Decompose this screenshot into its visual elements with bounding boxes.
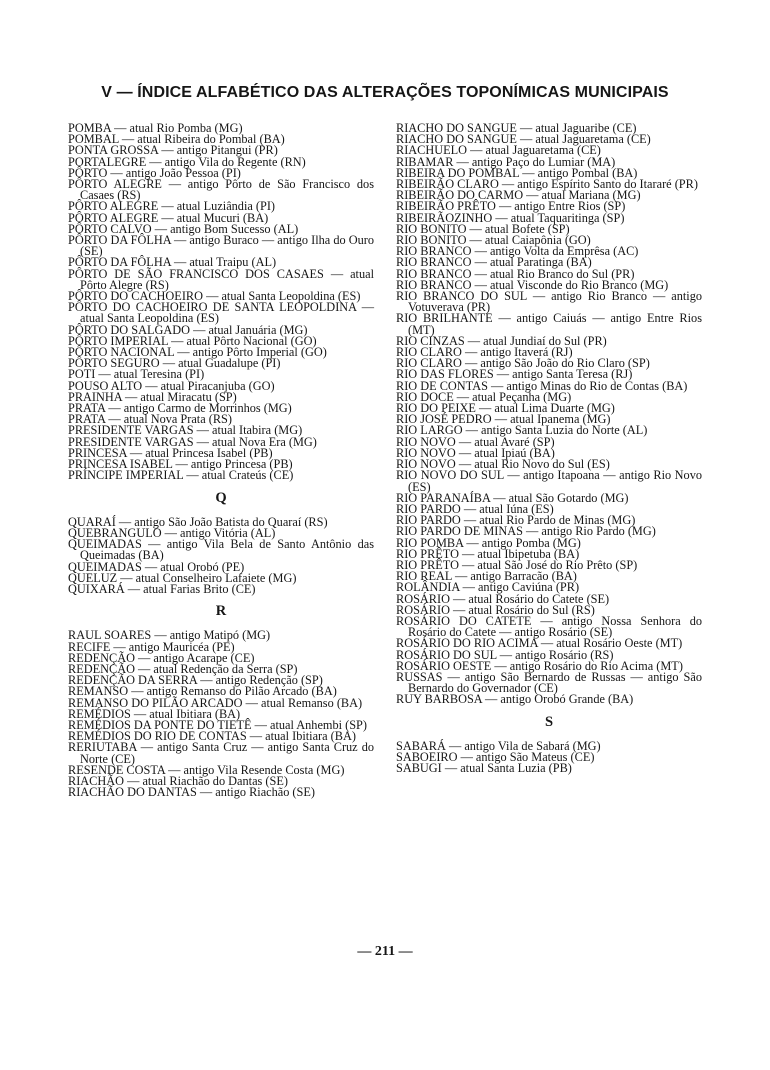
index-entry: PRATA — atual Nova Prata (RS) xyxy=(68,412,232,427)
index-entry: RESENDE COSTA — antigo Vila Resende Costa (MG) xyxy=(68,762,345,777)
index-entry: RIO BONITO — atual Caiapônia (GO) xyxy=(396,233,591,248)
section-letter: S xyxy=(544,713,554,730)
index-entry: PRESIDENTE VARGAS — atual Itabira (MG) xyxy=(68,423,303,438)
left-column xyxy=(68,123,374,798)
index-entry: REDENÇÃO — antigo Acarape (CE) xyxy=(68,650,255,665)
index-entry: RIO PARANAÍBA — atual São Gotardo (MG) xyxy=(396,490,629,505)
right-column xyxy=(396,123,702,774)
index-entry: RIO BRILHANTE — antigo Caiuás — antigo Entre Rios (MT) xyxy=(396,311,702,337)
index-entry: SABUGI — atual Santa Luzia (PB) xyxy=(396,761,572,776)
page-number: — 211 — xyxy=(357,944,413,959)
index-entry: POMBAL — atual Ribeira do Pombal (BA) xyxy=(68,132,285,147)
index-entry: PRÍNCIPE IMPERIAL — atual Crateús (CE) xyxy=(68,468,294,483)
index-entry: REMÉDIOS DO RIO DE CONTAS — atual Ibitiara (BA) xyxy=(68,729,356,744)
index-entry: RIO PARDO — atual Rio Pardo de Minas (MG) xyxy=(396,513,636,528)
index-entry: QUIXARÁ — atual Farias Brito (CE) xyxy=(68,581,256,596)
index-entry: ROSÁRIO DO RIO ACIMA — atual Rosário Oeste (MT) xyxy=(396,636,683,651)
index-entry: RIO PARDO — atual Iúna (ES) xyxy=(396,501,554,516)
index-entry: RIBEIRÃO DO CARMO — atual Mariana (MG) xyxy=(396,188,641,203)
index-entry: PONTA GROSSA — antigo Pitangui (PR) xyxy=(68,143,278,158)
index-entry: PÔRTO ALEGRE — antigo Pôrto de São Francisco dos Casaes (RS) xyxy=(68,177,374,203)
index-entry: QUELUZ — atual Conselheiro Lafaiete (MG) xyxy=(68,570,297,585)
index-entry: RIACHO DO SANGUE — atual Jaguaribe (CE) xyxy=(396,121,637,135)
index-entry: RIO REAL — antigo Barracão (BA) xyxy=(396,569,577,584)
index-entry: RIO NOVO — atual Avaré (SP) xyxy=(396,434,555,449)
index-entry: ROSÁRIO DO SUL — antigo Rosário (RS) xyxy=(396,647,614,662)
index-entry: RIO DOCE — atual Peçanha (MG) xyxy=(396,389,572,404)
index-entry: PÔRTO — antigo João Pessoa (PI) xyxy=(68,165,241,180)
index-entry: PÔRTO DA FÔLHA — antigo Buraco — antigo Ilha do Ouro (SE) xyxy=(68,233,374,259)
index-entry: ROSÁRIO — atual Rosário do Sul (RS) xyxy=(396,602,595,617)
index-entry: PÔRTO IMPERIAL — atual Pôrto Nacional (GO) xyxy=(68,333,317,348)
index-entry: QUEIMADAS — atual Orobó (PE) xyxy=(68,559,245,574)
index-entry: PÔRTO DA FÔLHA — atual Traipu (AL) xyxy=(68,255,277,270)
index-entry: PORTALEGRE — antigo Vila do Regente (RN) xyxy=(68,154,306,169)
index-entry: SABARÁ — antigo Vila de Sabará (MG) xyxy=(396,738,601,753)
index-entry: RIBEIRÃO CLARO — antigo Espírito Santo do Itararé (PR) xyxy=(396,177,698,192)
index-entry: RIO PARDO DE MINAS — antigo Rio Pardo (MG) xyxy=(396,524,656,539)
index-entry: QUEBRANGULO — antigo Vitória (AL) xyxy=(68,525,276,540)
index-entry: RERIUTABA — antigo Santa Cruz — antigo Santa Cruz do Norte (CE) xyxy=(68,740,374,766)
index-entry: ROSÁRIO — atual Rosário do Catete (SE) xyxy=(396,591,610,606)
index-entry: POUSO ALTO — atual Piracanjuba (GO) xyxy=(68,378,275,393)
index-entry: ROSÁRIO DO CATETE — antigo Nossa Senhora do Rosário do Catete — antigo Rosário (SE) xyxy=(396,613,702,640)
index-entry: RIACHUELO — atual Jaguaretama (CE) xyxy=(396,143,601,158)
index-entry: REMANSO DO PILÃO ARCADO — atual Remanso (BA) xyxy=(68,695,363,710)
index-entry: RIO BRANCO — atual Visconde do Rio Branco (MG) xyxy=(396,277,669,292)
index-entry: RIACHÃO DO DANTAS — antigo Riachão (SE) xyxy=(68,785,315,800)
index-entry: ROSÁRIO OESTE — antigo Rosário do Rio Acima (MT) xyxy=(396,658,683,673)
page-title: V — ÍNDICE ALFABÉTICO DAS ALTERAÇÕES TOPONÍMICAS MUNICIPAIS xyxy=(101,84,669,101)
index-entry: PÔRTO DO SALGADO — atual Januária (MG) xyxy=(68,322,308,337)
index-entry: PÔRTO DO CACHOEIRO DE SANTA LEOPOLDINA — atual Santa Leopoldina (ES) xyxy=(68,300,374,326)
index-entry: RIBEIRA DO POMBAL — antigo Pombal (BA) xyxy=(396,165,638,180)
index-entry: RUY BARBOSA — antigo Orobó Grande (BA) xyxy=(396,692,634,707)
index-entry: POTI — atual Teresina (PI) xyxy=(68,367,205,382)
index-entry: RIO BONITO — atual Bofete (SP) xyxy=(396,221,570,236)
index-entry: PRESIDENTE VARGAS — atual Nova Era (MG) xyxy=(68,434,317,449)
index-entry: RIO PRÊTO — atual Ibipetuba (BA) xyxy=(396,546,580,561)
index-entry: PRATA — antigo Carmo de Morrinhos (MG) xyxy=(68,401,292,416)
index-entry: PÔRTO ALEGRE — atual Mucuri (BA) xyxy=(68,210,269,225)
index-entry: RIO BRANCO DO SUL — antigo Rio Branco — antigo Votuverava (PR) xyxy=(396,289,702,315)
index-entry: RIACHO DO SANGUE — atual Jaguaretama (CE) xyxy=(396,132,651,147)
index-entry: RIBAMAR — antigo Paço do Lumiar (MA) xyxy=(396,154,616,169)
index-entry: POMBA — atual Rio Pomba (MG) xyxy=(68,121,243,135)
index-entry: PRINCESA ISABEL — antigo Princesa (PB) xyxy=(68,457,293,472)
index-entry: RIO DAS FLORES — antigo Santa Teresa (RJ) xyxy=(396,367,633,382)
index-entry: RIO CINZAS — atual Jundiaí do Sul (PR) xyxy=(396,333,607,348)
index-entry: PÔRTO NACIONAL — antigo Pôrto Imperial (GO) xyxy=(68,345,327,360)
index-entry: RIO NOVO DO SUL — antigo Itapoana — antigo Rio Novo (ES) xyxy=(396,468,702,494)
index-entry: RIO BRANCO — antigo Volta da Emprêsa (AC) xyxy=(396,244,639,259)
index-entry: RIO DE CONTAS — antigo Minas do Rio de Contas (BA) xyxy=(396,378,688,393)
index-entry: QUEIMADAS — antigo Vila Bela de Santo Antônio das Queimadas (BA) xyxy=(68,537,374,563)
index-entry: RIO CLARO — antigo São João do Rio Claro (SP) xyxy=(396,356,650,371)
index-entry: RIO BRANCO — atual Rio Branco do Sul (PR) xyxy=(396,266,635,281)
index-entry: PRINCESA — atual Princesa Isabel (PB) xyxy=(68,445,273,460)
index-entry: RIBEIRÃO PRÊTO — antigo Entre Rios (SP) xyxy=(396,199,626,214)
index-entry: RIACHÃO — atual Riachão do Dantas (SE) xyxy=(68,773,288,788)
index-entry: QUARAÍ — antigo São João Batista do Quaraí (RS) xyxy=(68,514,328,529)
index-entry: RIO POMBA — antigo Pomba (MG) xyxy=(396,535,581,550)
index-entry: RIO NOVO — atual Rio Novo do Sul (ES) xyxy=(396,457,610,472)
section-letter: R xyxy=(215,603,227,620)
index-entry: PÔRTO DE SÃO FRANCISCO DOS CASAES — atual Pôrto Alegre (RS) xyxy=(68,266,374,292)
index-entry: RAUL SOARES — antigo Matipó (MG) xyxy=(68,628,271,643)
index-entry: SABOEIRO — antigo São Mateus (CE) xyxy=(396,749,595,764)
index-entry: REDENÇÃO — atual Redenção da Serra (SP) xyxy=(68,661,298,676)
index-entry: RIO NOVO — atual Ipiaú (BA) xyxy=(396,445,555,460)
index-entry: RIO CLARO — antigo Itaverá (RJ) xyxy=(396,345,573,360)
index-entry: RIO LARGO — antigo Santa Luzia do Norte (AL) xyxy=(396,423,648,438)
index-entry: PÔRTO CALVO — antigo Bom Sucesso (AL) xyxy=(68,221,299,236)
index-entry: PÔRTO DO CACHOEIRO — atual Santa Leopoldina (ES) xyxy=(68,289,361,304)
index-entry: REMÉDIOS DA PONTE DO TIETÊ — atual Anhembi (SP) xyxy=(68,717,367,732)
index-entry: RIBEIRÃOZINHO — atual Taquaritinga (SP) xyxy=(396,210,625,225)
section-letter: Q xyxy=(215,489,227,506)
index-entry: RIO BRANCO — atual Paratinga (BA) xyxy=(396,255,592,270)
index-entry: PRAINHA — atual Miracatu (SP) xyxy=(68,389,237,404)
index-entry: RUSSAS — antigo São Bernardo de Russas — antigo São Bernardo do Governador (CE) xyxy=(396,669,702,696)
index-entry: RECIFE — antigo Mauricéa (PE) xyxy=(68,639,235,654)
index-entry: REMANSO — antigo Remanso do Pilão Arcado (BA) xyxy=(68,684,337,699)
index-entry: PÔRTO SEGURO — atual Guadalupe (PI) xyxy=(68,356,281,371)
index-entry: PÔRTO ALEGRE — atual Luziândia (PI) xyxy=(68,199,276,214)
index-entry: RIO DO PEIXE — atual Lima Duarte (MG) xyxy=(396,401,615,416)
index-entry: RIO PRÊTO — atual São José do Rio Prêto (SP) xyxy=(396,557,638,572)
index-entry: RIO JOSÉ PEDRO — atual Ipanema (MG) xyxy=(396,412,611,427)
index-entry: REDENÇÃO DA SERRA — antigo Redenção (SP) xyxy=(68,673,323,688)
index-entry: ROLÂNDIA — antigo Caviúna (PR) xyxy=(396,580,580,595)
index-entry: REMÉDIOS — atual Ibitiara (BA) xyxy=(68,706,241,721)
